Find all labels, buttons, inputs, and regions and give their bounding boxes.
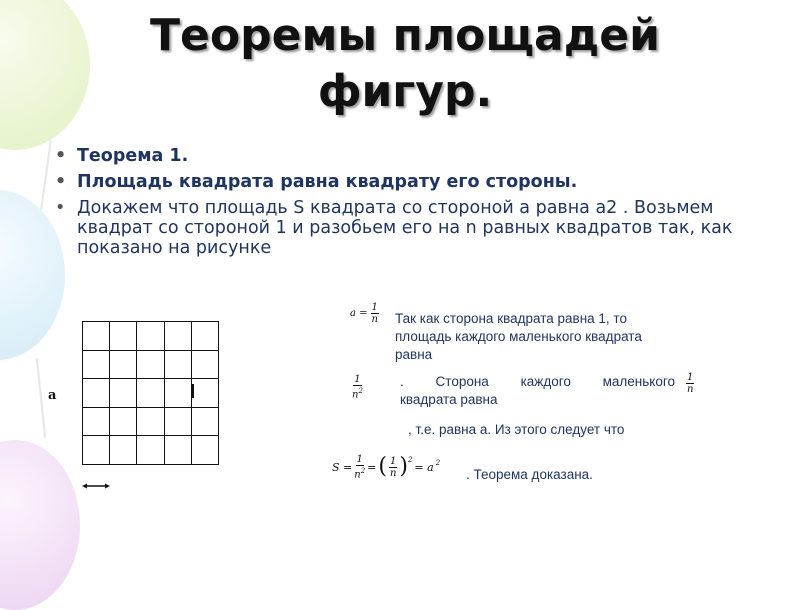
grid-mark: [192, 384, 194, 398]
explanation-text-2: [400, 373, 675, 409]
bullet-list: [55, 146, 775, 264]
formula-1-over-n-squared: [352, 374, 363, 400]
explanation-text-3: , т.е. равна а. Из этого следует что: [408, 422, 625, 437]
formula-text: = a: [414, 460, 434, 474]
exponent: 2: [407, 456, 413, 465]
balloon-string: [40, 140, 52, 210]
formula-text: =: [367, 460, 377, 474]
unit-square-grid: [82, 321, 219, 465]
bullet-statement: • Площадь квадрата равна квадрату его стороны.: [55, 172, 775, 192]
slide-title: Теоремы площадей фигур.: [150, 10, 660, 117]
fraction: [371, 302, 379, 325]
numerator: 1: [354, 374, 361, 385]
explanation-line: квадрата равна: [400, 392, 498, 407]
denominator: n: [686, 384, 694, 395]
bullet-theorem: • Теорема 1.: [55, 146, 775, 166]
paren-open: (: [378, 454, 387, 480]
explanation-text-1: Так как сторона квадрата равна 1, то площадь каждого маленького квадрата равна: [395, 311, 642, 362]
conclusion-text: . Теорема доказана.: [466, 467, 593, 482]
numerator: 1: [687, 372, 694, 383]
denominator: $n^2$: [352, 387, 363, 401]
balloon-string: [36, 358, 46, 438]
side-label: a: [48, 388, 57, 403]
fraction: [686, 372, 694, 395]
formula-1-over-n: [686, 372, 694, 395]
denominator: $n^2$: [354, 467, 366, 481]
formula-area: [332, 454, 440, 480]
background-balloon-pink: [0, 440, 80, 610]
formula-text: S =: [332, 460, 353, 474]
double-arrow-icon: [82, 482, 110, 490]
paren-close: ): [399, 454, 408, 480]
explanation-line: . Сторона каждого маленького: [400, 374, 675, 389]
numerator: 1: [389, 455, 397, 467]
denominator: n: [371, 314, 378, 325]
numerator: 1: [371, 302, 378, 313]
background-balloon-green: [0, 0, 90, 150]
numerator: 1: [356, 454, 363, 465]
formula-text: a =: [350, 308, 368, 319]
formula-a-eq-1-over-n: [350, 302, 379, 325]
exponent: 2: [435, 459, 441, 468]
denominator: n: [389, 467, 397, 479]
bullet-proof: • Докажем что площадь S квадрата со стороной а равна а2 . Возьмем квадрат со стороной 1 и разобьем его на n равных квадратов так, как показано на рисунке: [55, 198, 775, 258]
fraction: [352, 374, 363, 400]
fraction: [389, 456, 397, 479]
fraction: [354, 454, 365, 480]
